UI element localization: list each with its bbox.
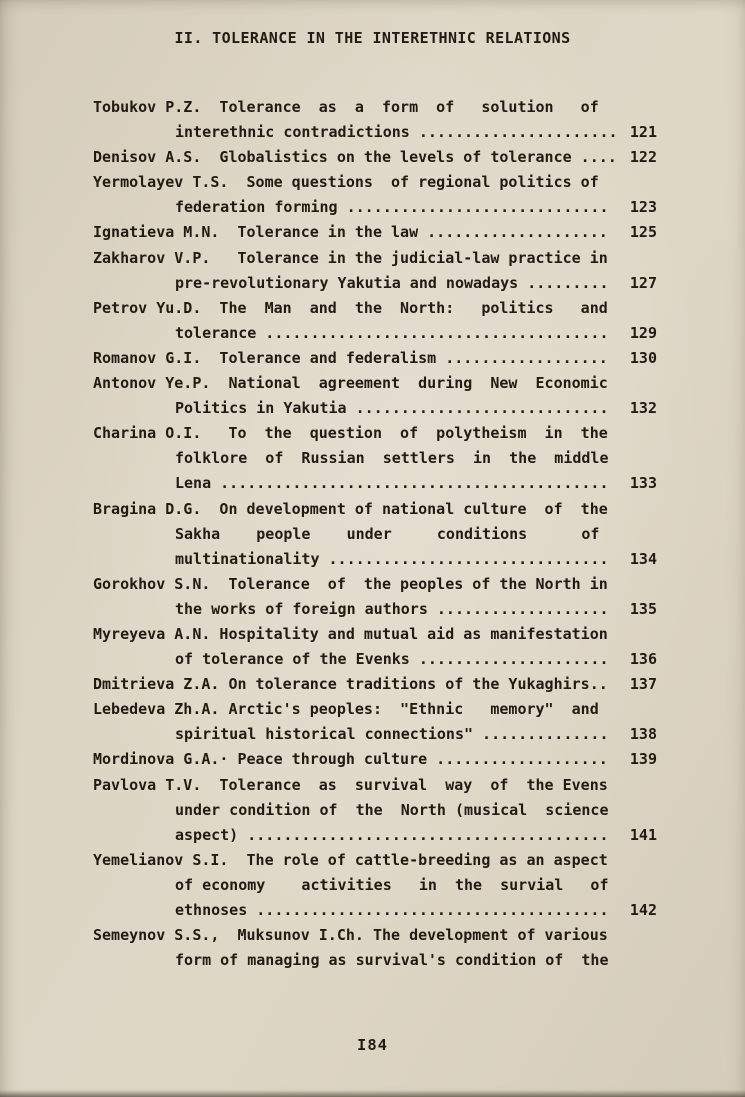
toc-entry-text: ethnoses ....................................... bbox=[175, 901, 609, 919]
toc-entry-line bbox=[93, 572, 657, 597]
toc-entry-line bbox=[93, 898, 657, 923]
toc-entry-page-number: 125 bbox=[629, 223, 657, 242]
toc-entry-text: aspect) ........................................ bbox=[175, 825, 609, 844]
toc-entry-text: pre-revolutionary Yakutia and nowadays ......... bbox=[175, 273, 609, 292]
toc-entry-text: Tobukov P.Z. Tolerance as a form of solution of bbox=[93, 98, 599, 116]
toc-entry-page-number: 135 bbox=[629, 599, 657, 618]
toc-entry-text: the works of foreign authors ................... bbox=[175, 599, 609, 618]
toc-entry-page-number: 127 bbox=[629, 273, 657, 292]
toc-entry-line bbox=[93, 497, 657, 522]
toc-entry-line bbox=[93, 120, 657, 145]
toc-entry-line bbox=[93, 271, 657, 296]
toc-entry-line bbox=[93, 672, 657, 697]
toc-entry-page-number: 141 bbox=[629, 825, 657, 844]
toc-entry-line bbox=[93, 948, 657, 973]
toc-entry-line bbox=[93, 622, 657, 647]
toc-entry-text: Myreyeva A.N. Hospitality and mutual aid as manifestation bbox=[93, 624, 608, 643]
toc-entry-line bbox=[93, 471, 657, 496]
toc-entry-page-number: 137 bbox=[629, 675, 657, 694]
toc-entry-line bbox=[93, 145, 657, 170]
toc-entry-text: Lena ........................................... bbox=[175, 474, 609, 493]
toc-entry-text: Dmitrieva Z.A. On tolerance traditions of the Yukaghirs.. bbox=[93, 675, 608, 694]
toc-entry-line bbox=[93, 647, 657, 672]
toc-entry-line bbox=[93, 346, 657, 371]
toc-entry-line bbox=[93, 321, 657, 346]
toc-entry-line bbox=[93, 747, 657, 772]
toc-entry-line bbox=[93, 522, 657, 547]
toc-entry-line bbox=[93, 371, 657, 396]
toc-entry-text: tolerance ...................................... bbox=[175, 323, 609, 342]
toc-entry-line bbox=[93, 597, 657, 622]
toc-entry-line bbox=[93, 923, 657, 948]
toc-entry-line bbox=[93, 195, 657, 220]
toc-entry-text: Antonov Ye.P. National agreement during New Economic bbox=[93, 374, 608, 393]
toc-entry-text: Pavlova T.V. Tolerance as survival way of the Evens bbox=[93, 775, 608, 794]
toc-entry-page-number: 136 bbox=[629, 650, 657, 669]
toc-entry-text: Yemelianov S.I. The role of cattle-breeding as an aspect bbox=[93, 850, 608, 869]
toc-entry-page-number: 130 bbox=[629, 348, 657, 367]
toc-entry-line bbox=[93, 396, 657, 421]
toc-entry-text: interethnic contradictions ...................... bbox=[175, 123, 618, 142]
toc-entry-text: Ignatieva M.N. Tolerance in the law .................... bbox=[93, 223, 608, 242]
toc-entry-text: multinationality ............................... bbox=[175, 549, 609, 568]
toc-entry-text: Sakha people under conditions of bbox=[175, 524, 600, 543]
toc-entry-text: spiritual historical connections" .............. bbox=[175, 725, 609, 744]
toc-entry-line bbox=[93, 773, 657, 798]
toc-entry-line bbox=[93, 220, 657, 245]
toc-entry-line bbox=[93, 873, 657, 898]
toc-entry-text: Politics in Yakutia ............................ bbox=[175, 399, 609, 418]
toc-entry-text: Semeynov S.S., Muksunov I.Ch. The development of various bbox=[93, 926, 608, 945]
toc-entry-line bbox=[93, 697, 657, 722]
toc-entry-page-number: 139 bbox=[629, 750, 657, 769]
toc-entry-text: of tolerance of the Evenks ..................... bbox=[175, 650, 609, 669]
toc-entry-text: Gorokhov S.N. Tolerance of the peoples of the North in bbox=[93, 574, 608, 593]
toc-entry-page-number: 122 bbox=[629, 148, 657, 167]
toc-entry-text: Denisov A.S. Globalistics on the levels of tolerance .... bbox=[93, 148, 617, 167]
toc-entry-page-number: 134 bbox=[629, 549, 657, 568]
toc-entry-text: form of managing as survival's condition of the bbox=[175, 951, 609, 970]
toc-entry-text: Romanov G.I. Tolerance and federalism .................. bbox=[93, 348, 608, 367]
toc-entry-line bbox=[93, 547, 657, 572]
toc-entry-page-number: 132 bbox=[629, 399, 657, 418]
toc-entry-line bbox=[93, 246, 657, 271]
toc-entry-text: Bragina D.G. On development of national culture of the bbox=[93, 499, 608, 518]
toc-entry-text: folklore of Russian settlers in the middle bbox=[175, 449, 609, 468]
toc-entry-line bbox=[93, 170, 657, 195]
toc-entry-line bbox=[93, 798, 657, 823]
toc-entry-line bbox=[93, 823, 657, 848]
toc-entry-line bbox=[93, 722, 657, 747]
toc-entry-line bbox=[93, 848, 657, 873]
section-heading: II. TOLERANCE IN THE INTERETHNIC RELATIONS bbox=[174, 29, 571, 47]
toc-entry-line bbox=[93, 446, 657, 471]
toc-entry-text: Charina O.I. To the question of polytheism in the bbox=[93, 424, 608, 443]
toc-entry-line bbox=[93, 95, 657, 120]
toc-entry-line bbox=[93, 296, 657, 321]
toc-entry-text: Zakharov V.P. Tolerance in the judicial-law practice in bbox=[93, 248, 608, 267]
toc-entry-page-number: 142 bbox=[629, 901, 657, 919]
toc-entry-line bbox=[93, 421, 657, 446]
toc-entry-page-number: 121 bbox=[629, 123, 657, 142]
toc-entry-text: Yermolayev T.S. Some questions of regional politics of bbox=[93, 173, 599, 192]
table-of-contents bbox=[0, 95, 745, 973]
toc-entry-text: Petrov Yu.D. The Man and the North: politics and bbox=[93, 298, 608, 317]
folio-page-number: I84 bbox=[357, 1036, 388, 1054]
toc-entry-page-number: 133 bbox=[629, 474, 657, 493]
toc-entry-page-number: 129 bbox=[629, 323, 657, 342]
toc-entry-text: under condition of the North (musical science bbox=[175, 800, 609, 819]
toc-entry-text: Mordinova G.A.· Peace through culture ................... bbox=[93, 750, 608, 769]
toc-entry-page-number: 138 bbox=[629, 725, 657, 744]
toc-entry-text: federation forming ............................. bbox=[175, 198, 609, 217]
toc-entry-text: of economy activities in the survial of bbox=[175, 875, 609, 894]
toc-entry-text: Lebedeva Zh.A. Arctic's peoples: "Ethnic memory" and bbox=[93, 700, 599, 719]
toc-entry-page-number: 123 bbox=[629, 198, 657, 217]
